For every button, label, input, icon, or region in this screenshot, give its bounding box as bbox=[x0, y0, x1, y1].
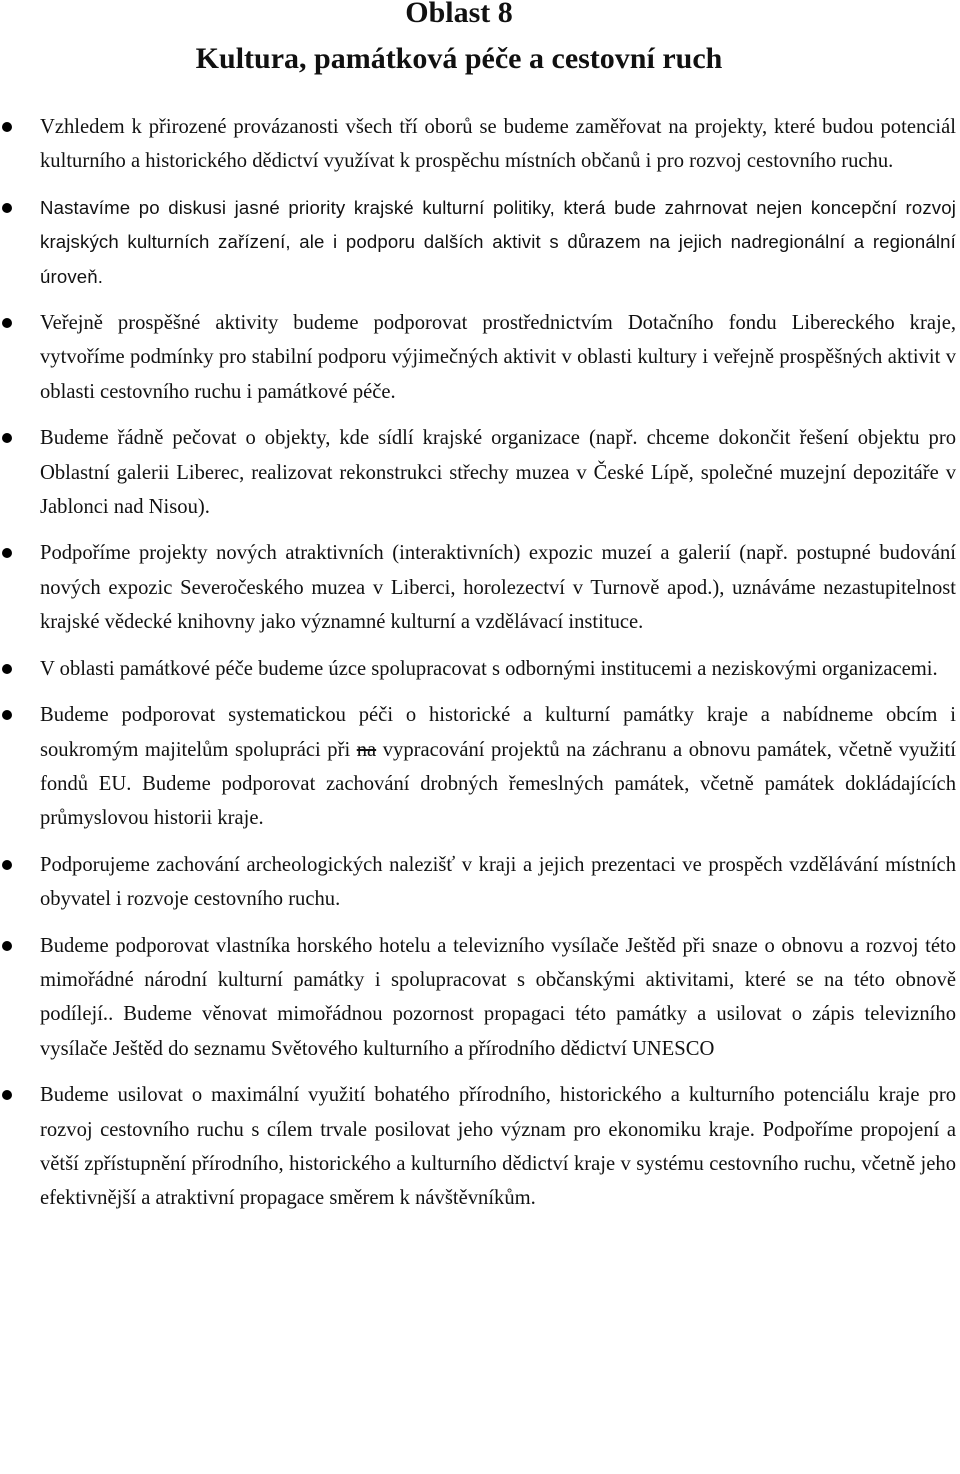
list-item-text: Vzhledem k přirozené provázanosti všech tří oborů se budeme zaměřovat na projekty, které budou potenciál kulturního a historického dědictví využívat k prospěchu místních občanů i pro rozvoj cestovního ruchu. bbox=[40, 116, 956, 173]
list-item bbox=[0, 110, 960, 179]
bullet-icon bbox=[2, 664, 12, 674]
list-item bbox=[0, 698, 960, 836]
list-item-text: Budeme řádně pečovat o objekty, kde sídlí krajské organizace (např. chceme dokončit řešení objektu pro Oblastní galerii Liberec, realizovat rekonstrukci střechy muzea v České Lípě, společné muzejní depozitáře v Jablonci nad Nisou). bbox=[40, 427, 956, 519]
page-subtitle: Kultura, památková péče a cestovní ruch bbox=[195, 42, 723, 75]
list-item-text: Veřejně prospěšné aktivity budeme podporovat prostřednictvím Dotačního fondu Libereckého kraje, vytvoříme podmínky pro stabilní podporu výjimečných aktivit v oblasti kultury i veřejně prospěšných aktivit v oblasti cestovního ruchu i památkové péče. bbox=[40, 312, 956, 403]
struck-word: na bbox=[356, 738, 377, 761]
bullet-icon bbox=[2, 1090, 12, 1100]
bullet-icon bbox=[2, 203, 12, 213]
bullet-icon bbox=[2, 710, 12, 720]
list-item bbox=[0, 1078, 960, 1216]
bullet-icon bbox=[2, 548, 12, 558]
list-item bbox=[0, 191, 960, 294]
bullet-icon bbox=[2, 941, 12, 951]
bullet-icon bbox=[2, 318, 12, 328]
list-item bbox=[0, 848, 960, 917]
bullet-icon bbox=[2, 860, 12, 870]
list-item-text: Podpoříme projekty nových atraktivních (interaktivních) expozic muzeí a galerií (např. postupné budování nových expozic Severočeského muzea v Liberci, horolezectví v Turnově apod.), uznáváme nezastupitelnost krajské vědecké knihovny jako významné kulturní a vzdělávací instituce. bbox=[40, 542, 956, 634]
list-item bbox=[0, 536, 960, 639]
list-item bbox=[0, 421, 960, 524]
bullet-list bbox=[0, 110, 960, 1228]
bullet-icon bbox=[2, 122, 12, 132]
list-item-text: Podporujeme zachování archeologických nalezišť v kraji a jejich prezentaci ve prospěch vzdělávání místních obyvatel i rozvoje cestovního ruchu. bbox=[40, 853, 956, 911]
list-item bbox=[0, 652, 960, 686]
list-item-text-before: Budeme podporovat systematickou péči o historické a kulturní památky kraje a nabídneme obcím i soukromým majitelům spolupráci při bbox=[40, 704, 956, 761]
list-item-text: V oblasti památkové péče budeme úzce spolupracovat s odbornými institucemi a neziskovými organizacemi. bbox=[40, 657, 938, 680]
list-item bbox=[0, 306, 960, 409]
list-item-text: Budeme podporovat vlastníka horského hotelu a televizního vysílače Ještěd při snaze o obnovu a rozvoj této mimořádné národní kulturní památky i spolupracovat s občanskými aktivitami, které se na této obnově podílejí.. Budeme věnovat mimořádnou pozornost propagaci této památky a usilovat o zápis televizního vysílače Ještěd do seznamu Světového kulturního a přírodního dědictví UNESCO bbox=[40, 934, 956, 1060]
list-item-text-after: vypracování projektů na záchranu a obnovu památek, včetně využití fondů EU. Budeme podporovat zachování drobných řemeslných památek, včetně památek dokládajících průmyslovou historii kraje. bbox=[40, 738, 956, 830]
page-title: Oblast 8 bbox=[405, 0, 513, 29]
list-item bbox=[0, 929, 960, 1067]
bullet-icon bbox=[2, 433, 12, 443]
list-item-text: Budeme usilovat o maximální využití bohatého přírodního, historického a kulturního potenciálu kraje pro rozvoj cestovního ruchu s cílem trvale posilovat jeho význam pro ekonomiku kraje. Podpoříme propojení a větší zpřístupnění přírodního, historického a kulturního dědictví kraje v systému cestovního ruchu, včetně jeho efektivnější a atraktivní propagace směrem k návštěvníkům. bbox=[40, 1084, 956, 1210]
list-item-text: Nastavíme po diskusi jasné priority krajské kulturní politiky, která bude zahrnovat nejen koncepční rozvoj krajských kulturních zařízení, ale i podporu dalších aktivit s důrazem na jejich nadregionální a regionální úroveň. bbox=[40, 196, 956, 287]
